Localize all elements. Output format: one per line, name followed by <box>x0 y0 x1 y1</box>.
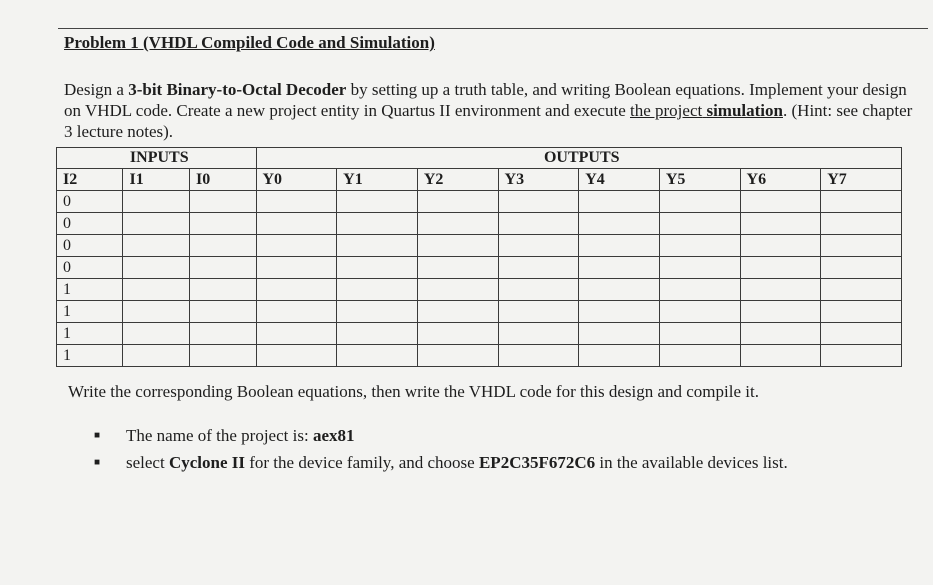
empty-cell <box>417 301 498 323</box>
table-row <box>57 323 902 345</box>
empty-cell <box>498 323 579 345</box>
i2-value-cell: 0 <box>57 257 123 279</box>
empty-cell <box>189 235 256 257</box>
empty-cell <box>123 257 189 279</box>
empty-cell <box>498 257 579 279</box>
empty-cell <box>579 279 660 301</box>
empty-cell <box>659 301 740 323</box>
empty-cell <box>821 191 902 213</box>
empty-cell <box>659 191 740 213</box>
intro-text-1: Design a <box>64 80 129 99</box>
empty-cell <box>256 323 337 345</box>
empty-cell <box>337 345 418 367</box>
empty-cell <box>821 301 902 323</box>
empty-cell <box>498 279 579 301</box>
table-row <box>57 301 902 323</box>
empty-cell <box>659 279 740 301</box>
empty-cell <box>417 257 498 279</box>
requirement-project-name <box>92 422 872 449</box>
empty-cell <box>659 257 740 279</box>
top-rule <box>58 28 928 29</box>
intro-text-2: by setting up a truth table, and writing Boolean equations. Implement your design on VHDL code. Create a new project entity in Quartus II environment and execute <box>64 80 907 120</box>
empty-cell <box>337 191 418 213</box>
intro-text-3: . (Hint: see chapter 3 lecture notes). <box>64 101 913 141</box>
intro-underline <box>630 101 783 120</box>
empty-cell <box>821 323 902 345</box>
empty-cell <box>579 323 660 345</box>
empty-cell <box>337 323 418 345</box>
empty-cell <box>256 213 337 235</box>
i2-value-cell: 1 <box>57 279 123 301</box>
empty-cell <box>740 235 821 257</box>
empty-cell <box>821 257 902 279</box>
empty-cell <box>579 301 660 323</box>
empty-cell <box>337 279 418 301</box>
empty-cell <box>256 279 337 301</box>
empty-cell <box>189 345 256 367</box>
table-row <box>57 345 902 367</box>
intro-bold-simulation: simulation <box>706 101 783 120</box>
problem-heading: Problem 1 (VHDL Compiled Code and Simulation) <box>64 33 435 52</box>
device-part-value: EP2C35F672C6 <box>478 453 596 472</box>
truth-table-body <box>57 191 902 367</box>
requirement-text: select <box>126 453 169 472</box>
group-header-row <box>57 148 902 169</box>
empty-cell <box>256 301 337 323</box>
table-row <box>57 191 902 213</box>
empty-cell <box>579 345 660 367</box>
empty-cell <box>498 213 579 235</box>
requirement-text: for the device family, and choose <box>244 453 479 472</box>
col-header-y1: Y1 <box>337 169 418 191</box>
empty-cell <box>337 235 418 257</box>
empty-cell <box>189 257 256 279</box>
empty-cell <box>498 191 579 213</box>
empty-cell <box>579 235 660 257</box>
problem-description <box>64 79 914 142</box>
empty-cell <box>417 323 498 345</box>
empty-cell <box>417 235 498 257</box>
empty-cell <box>498 235 579 257</box>
empty-cell <box>579 191 660 213</box>
outputs-group-label: OUTPUTS <box>256 148 902 169</box>
empty-cell <box>417 279 498 301</box>
table-row <box>57 279 902 301</box>
i2-value-cell: 0 <box>57 213 123 235</box>
empty-cell <box>579 257 660 279</box>
requirement-device <box>92 449 872 476</box>
empty-cell <box>659 323 740 345</box>
empty-cell <box>659 213 740 235</box>
empty-cell <box>123 213 189 235</box>
column-header-row <box>57 169 902 191</box>
col-header-y6: Y6 <box>740 169 821 191</box>
empty-cell <box>189 279 256 301</box>
intro-underline-text: the project <box>630 101 703 120</box>
requirements-list <box>92 422 872 476</box>
empty-cell <box>256 191 337 213</box>
col-header-y3: Y3 <box>498 169 579 191</box>
table-row <box>57 235 902 257</box>
intro-bold-decoder: 3-bit Binary-to-Octal Decoder <box>128 80 347 99</box>
empty-cell <box>417 191 498 213</box>
i2-value-cell: 1 <box>57 323 123 345</box>
bullet-square-icon: ■ <box>94 457 101 468</box>
empty-cell <box>337 257 418 279</box>
project-name-value: aex81 <box>312 426 355 445</box>
empty-cell <box>123 279 189 301</box>
col-header-y0: Y0 <box>256 169 337 191</box>
empty-cell <box>659 235 740 257</box>
empty-cell <box>821 235 902 257</box>
empty-cell <box>189 213 256 235</box>
i2-value-cell: 0 <box>57 235 123 257</box>
empty-cell <box>189 191 256 213</box>
empty-cell <box>659 345 740 367</box>
empty-cell <box>740 213 821 235</box>
empty-cell <box>337 213 418 235</box>
empty-cell <box>498 301 579 323</box>
empty-cell <box>417 345 498 367</box>
empty-cell <box>256 345 337 367</box>
empty-cell <box>189 323 256 345</box>
empty-cell <box>821 345 902 367</box>
empty-cell <box>337 301 418 323</box>
table-row <box>57 213 902 235</box>
empty-cell <box>740 301 821 323</box>
empty-cell <box>579 213 660 235</box>
device-family-value: Cyclone II <box>168 453 245 472</box>
empty-cell <box>740 191 821 213</box>
bullet-square-icon: ■ <box>94 430 101 441</box>
empty-cell <box>740 279 821 301</box>
col-header-y4: Y4 <box>579 169 660 191</box>
col-header-i1: I1 <box>123 169 189 191</box>
col-header-i2: I2 <box>57 169 123 191</box>
requirement-text: The name of the project is: <box>126 426 313 445</box>
col-header-i0: I0 <box>189 169 256 191</box>
empty-cell <box>821 279 902 301</box>
empty-cell <box>821 213 902 235</box>
empty-cell <box>256 235 337 257</box>
empty-cell <box>123 345 189 367</box>
col-header-y5: Y5 <box>659 169 740 191</box>
i2-value-cell: 0 <box>57 191 123 213</box>
table-row <box>57 257 902 279</box>
instructions-text: Write the corresponding Boolean equations, then write the VHDL code for this design and compile it. <box>68 382 759 401</box>
empty-cell <box>123 301 189 323</box>
col-header-y2: Y2 <box>417 169 498 191</box>
truth-table <box>56 147 902 367</box>
empty-cell <box>123 191 189 213</box>
requirement-text: in the available devices list. <box>595 453 788 472</box>
empty-cell <box>189 301 256 323</box>
empty-cell <box>498 345 579 367</box>
empty-cell <box>740 257 821 279</box>
i2-value-cell: 1 <box>57 345 123 367</box>
empty-cell <box>123 235 189 257</box>
inputs-group-label: INPUTS <box>57 148 257 169</box>
empty-cell <box>740 323 821 345</box>
empty-cell <box>417 213 498 235</box>
col-header-y7: Y7 <box>821 169 902 191</box>
empty-cell <box>123 323 189 345</box>
i2-value-cell: 1 <box>57 301 123 323</box>
empty-cell <box>256 257 337 279</box>
empty-cell <box>740 345 821 367</box>
